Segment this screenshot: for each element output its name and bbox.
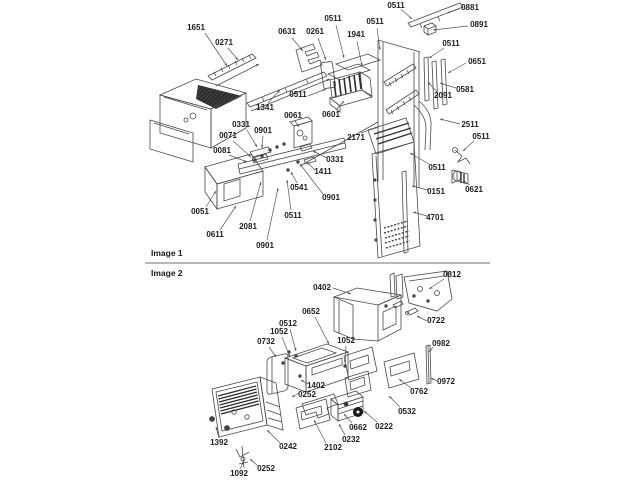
- part-label: 0261: [306, 27, 324, 36]
- lamp-bulb-drawing: [407, 308, 418, 315]
- part-label: 0621: [465, 185, 483, 194]
- control-box-drawing: [331, 391, 363, 421]
- part-label: 1651: [187, 23, 205, 32]
- part-label: 2091: [434, 91, 452, 100]
- part-label: 0532: [398, 407, 416, 416]
- part-label: 0232: [342, 435, 360, 444]
- part-label: 0511: [324, 14, 342, 23]
- part-label: 0982: [432, 339, 450, 348]
- part-label: 0252: [257, 464, 275, 473]
- part-label: 2171: [347, 133, 365, 142]
- part-label: 1341: [256, 103, 274, 112]
- image1-caption: Image 1: [151, 247, 183, 258]
- image2-caption: Image 2: [151, 267, 183, 278]
- auger-motor-drawing: [452, 148, 470, 185]
- ice-maker-drawing: [328, 54, 380, 112]
- part-label: 0901: [322, 193, 340, 202]
- part-label: 0242: [279, 442, 297, 451]
- part-label: 4701: [426, 213, 444, 222]
- top-rail-drawing: [408, 3, 463, 35]
- part-label: 0891: [470, 20, 488, 29]
- lamp-cover-drawing: [334, 288, 418, 341]
- part-label: 0081: [213, 146, 231, 155]
- freezer-door-panel-drawing: [372, 142, 420, 258]
- part-label: 0511: [442, 39, 460, 48]
- part-label: 0512: [279, 319, 297, 328]
- part-label: 0511: [428, 163, 446, 172]
- part-label: 2081: [239, 222, 257, 231]
- part-label: 0732: [257, 337, 275, 346]
- part-label: 0511: [472, 132, 490, 141]
- part-label: 0652: [302, 307, 320, 316]
- part-label: 0511: [284, 211, 302, 220]
- spacer-block-drawing: [424, 23, 436, 35]
- part-label: 1941: [347, 30, 365, 39]
- part-label: 0061: [284, 111, 302, 120]
- part-label: 0901: [254, 126, 272, 135]
- part-label: 0511: [366, 17, 384, 26]
- part-label: 2511: [461, 120, 479, 129]
- image2-drawing: [210, 271, 453, 469]
- part-label: 1392: [210, 438, 228, 447]
- part-label: 2102: [324, 443, 342, 452]
- ice-bin-drawing: [205, 154, 263, 209]
- part-label: 0722: [427, 316, 445, 325]
- part-label: 0071: [219, 131, 237, 140]
- part-label: 0662: [349, 423, 367, 432]
- door-trim-strip-drawing: [402, 171, 408, 253]
- mount-bracket-drawing: [296, 44, 322, 72]
- part-label: 0271: [215, 38, 233, 47]
- part-label: 1052: [270, 327, 288, 336]
- part-label: 0252: [298, 390, 316, 399]
- part-label: 0631: [278, 27, 296, 36]
- part-label: 0511: [289, 90, 307, 99]
- part-label: 0762: [410, 387, 428, 396]
- part-label: 0581: [456, 85, 474, 94]
- leader-lines-image2: [216, 279, 444, 469]
- part-label: 0222: [375, 422, 393, 431]
- part-label: 0541: [290, 183, 308, 192]
- side-panel-drawing: [320, 61, 336, 88]
- part-label: 0402: [313, 283, 331, 292]
- part-label: 0812: [443, 270, 461, 279]
- part-label: 0901: [256, 241, 274, 250]
- part-label: 0051: [191, 207, 209, 216]
- wire-harness-drawing: [455, 150, 470, 164]
- part-label: 1402: [307, 381, 325, 390]
- part-label: 0611: [206, 230, 224, 239]
- part-label: 1052: [337, 336, 355, 345]
- part-label: 0331: [232, 120, 250, 129]
- part-label: 1411: [314, 167, 332, 176]
- part-label: 0151: [427, 187, 445, 196]
- part-label: 0972: [437, 377, 455, 386]
- part-label: 0651: [468, 57, 486, 66]
- part-label: 0511: [387, 1, 405, 10]
- part-label: 0601: [322, 110, 340, 119]
- part-label: 1092: [230, 469, 248, 478]
- part-label: 0331: [326, 155, 344, 164]
- evaporator-panel-drawing: [300, 40, 420, 188]
- part-label: 0881: [461, 3, 479, 12]
